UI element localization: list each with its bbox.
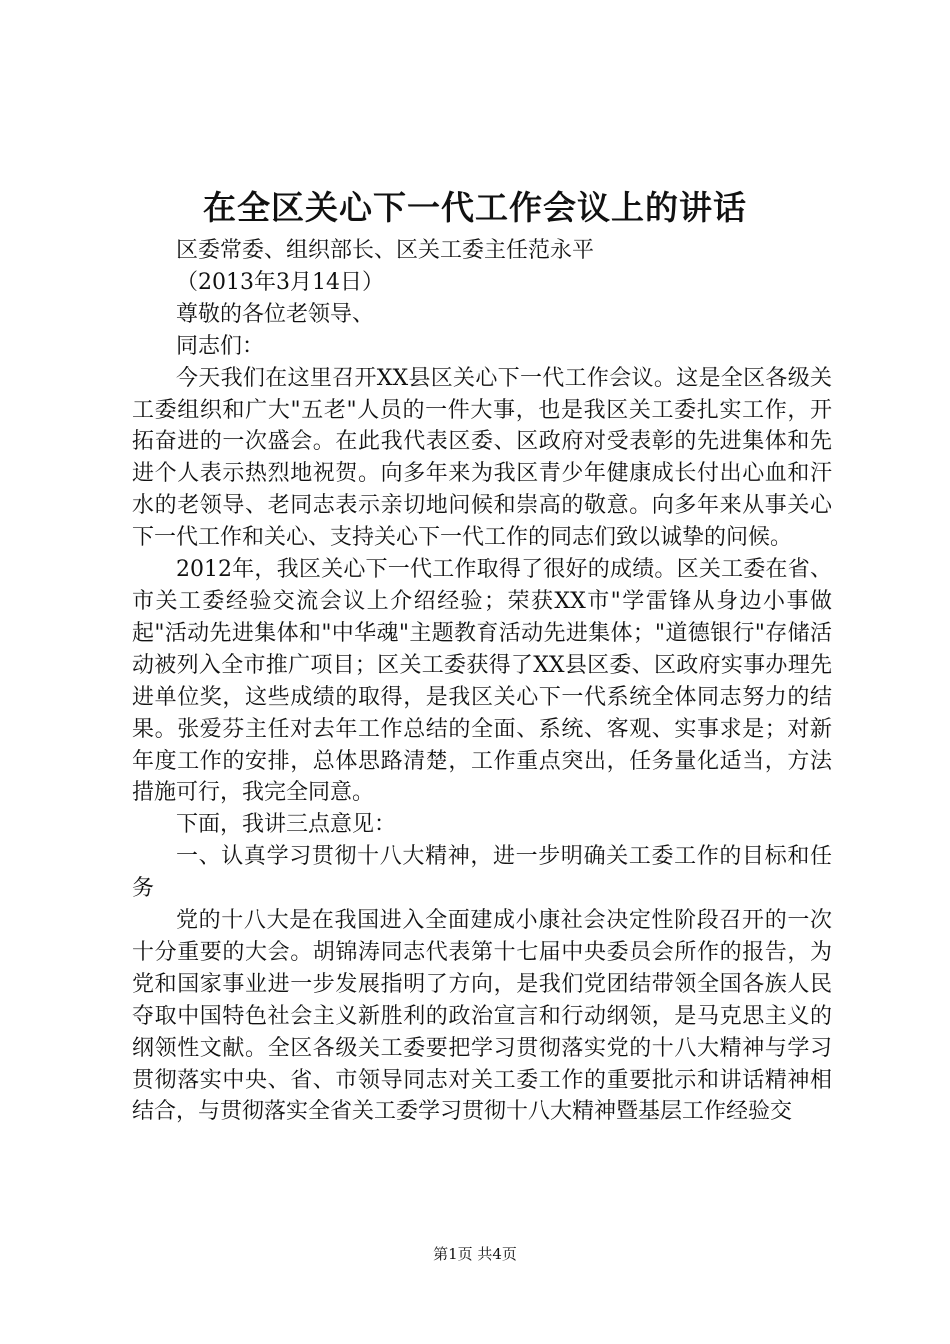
document-body bbox=[132, 235, 832, 1128]
body-paragraph: 下面，我讲三点意见： bbox=[176, 812, 397, 838]
section-heading: 一、认真学习贯彻十八大精神，进一步明确关工委工作的目标和任务 bbox=[132, 844, 832, 902]
document-title: 在全区关心下一代工作会议上的讲话 bbox=[203, 188, 747, 227]
body-paragraph: 党的十八大是在我国进入全面建成小康社会决定性阶段召开的一次十分重要的大会。胡锦涛同志代表第十七届中央委员会所作的报告，为党和国家事业进一步发展指明了方向，是我们党团结带领全国各族人民夺取中国特色社会主义新胜利的政治宣言和行动纲领，是马克思主义的纲领性文献。全区各级关工委要把学习贯彻落实党的十八大精神与学习贯彻落实中央、省、市领导同志对关工委工作的重要批示和讲话精神相结合，与贯彻落实全省关工委学习贯彻十八大精神暨基层工作经验交 bbox=[132, 908, 832, 1125]
salutation-line: 同志们： bbox=[176, 333, 265, 359]
page-number: 第1页 共4页 bbox=[433, 1245, 517, 1263]
body-paragraph: 今天我们在这里召开XX县区关心下一代工作会议。这是全区各级关工委组织和广大"五老"人员的一件大事，也是我区关工委扎实工作，开拓奋进的一次盛会。在此我代表区委、区政府对受表彰的先进集体和先进个人表示热烈地祝贺。向多年来为我区青少年健康成长付出心血和汗水的老领导、老同志表示亲切地问候和崇高的敬意。向多年来从事关心下一代工作和关心、支持关心下一代工作的同志们致以诚挚的问候。 bbox=[132, 365, 832, 551]
salutation-line: 尊敬的各位老领导、 bbox=[176, 301, 375, 327]
speaker-line: 区委常委、组织部长、区关工委主任范永平 bbox=[176, 238, 595, 263]
speech-date: （2013年3月14日） bbox=[176, 269, 384, 295]
body-paragraph: 2012年，我区关心下一代工作取得了很好的成绩。区关工委在省、市关工委经验交流会议上介绍经验；荣获XX市"学雷锋从身边小事做起"活动先进集体和"中华魂"主题教育活动先进集体；"道德银行"存储活动被列入全市推广项目；区关工委获得了XX县区委、区政府实事办理先进单位奖，这些成绩的取得，是我区关心下一代系统全体同志努力的结果。张爱芬主任对去年工作总结的全面、系统、客观、实事求是；对新年度工作的安排，总体思路清楚，工作重点突出，任务量化适当，方法措施可行，我完全同意。 bbox=[132, 557, 832, 806]
